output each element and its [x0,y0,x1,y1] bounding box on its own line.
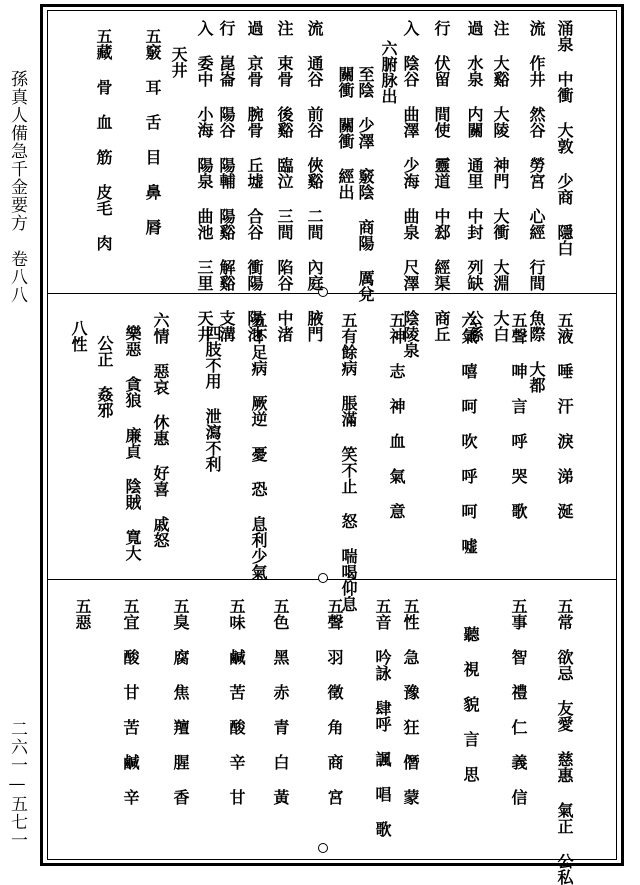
bot-col-2: 五事 智 禮 仁 義 信 [509,598,528,805]
mid-col-1: 五液 唾 汗 淚 涕 涎 [555,312,574,519]
top-col-1: 涌泉 中衝 大敦 少商 隱白 [555,20,574,256]
bot-col-4: 五性 急 豫 狂 僭 蒙 [401,598,420,805]
top-col-13: 行 崑崙 陽谷 陽輔 陽谿 解谿 支溝 [217,20,236,342]
circle-mark-3 [318,843,328,853]
mid-col-4: 五神 志 神 血 氣 意 [387,312,406,519]
mid-col-6: 五不足病 厥逆 憂 恐 息利少氣 [249,312,268,580]
top-col-11: 注 束骨 後谿 臨泣 三間 陷谷 中渚 [275,20,294,342]
page-number: 二六一—五七一 [7,720,27,849]
mid-col-5: 五有餘病 脹滿 笑不止 怒 喘喝仰息 [339,312,358,612]
top-col-5: 行 伏留 間使 靈道 中郄 經渠 商丘 [432,20,451,342]
circle-mark-2 [318,573,328,583]
book-title: 孫真人備急千金要方 卷八八 [7,70,27,304]
section-divider-2 [48,579,616,580]
bot-col-3: 聽 視 貌 言 思 [461,626,480,782]
bot-col-6: 五聲 羽 徵 角 商 宮 [325,598,344,805]
mid-col-9: 樂惡 貪狼 廉貞 陰賊 寬大 [123,325,142,561]
bot-col-8: 五味 鹹 苦 酸 辛 甘 [227,598,246,805]
bot-col-1: 五常 欲忌 友愛 慈惠 氣正 公私 [555,598,574,885]
top-col-2: 流 作井 然谷 勞宮 心經 行間 魚際 大都 [527,20,546,393]
bot-col-11: 五惡 [73,598,92,630]
bot-col-7: 五色 黑 赤 青 白 黃 [271,598,290,805]
mid-col-7: 四肢不用 泄瀉不利 [203,325,222,472]
top-col-8: 至陰 少澤 竅陰 商陽 厲兌 [356,66,375,302]
mid-col-8: 六情 惡哀 休惠 好喜 戚怒 [151,312,170,548]
top-col-10: 流 通谷 前谷 俠谿 二間 內庭 腋門 [305,20,324,342]
top-col-12: 過 京骨 腕骨 丘墟 合谷 衝陽 陽池 [245,20,264,342]
mid-col-10: 公正 姦邪 [95,335,114,418]
top-col-14: 入 委中 小海 陽泉 曲池 三里 天井 [195,20,214,342]
top-col-4: 過 水泉 内關 通里 中封 列缺 公孫 [465,20,484,342]
mid-col-2: 五聲 呻 言 呼 哭 歌 [509,312,528,519]
top-col-17: 五藏 骨 血 筋 皮毛 肉 [94,28,113,251]
top-col-6: 入 陰谷 曲澤 少海 曲泉 尺澤 陰陵泉 [401,20,420,358]
top-col-7: 六腑脉出 [379,40,398,104]
top-col-15: 天井 [169,46,188,78]
bot-col-9: 五臭 腐 焦 羶 腥 香 [171,598,190,805]
top-col-9: 關衝 關衝 經出 [336,66,355,200]
top-col-16: 五竅 耳 舌 目 鼻 脣 [143,28,162,235]
bot-col-5: 五音 吟詠 肆呼 諷 唱 歌 [373,598,392,837]
top-col-3: 注 大谿 大陵 神門 大衝 大淵 大白 [491,20,510,342]
mid-col-11: 八性 [69,320,88,352]
mid-col-3: 六氣 嘻 呵 吹 呼 呵 嘘 [459,312,478,554]
bot-col-10: 五宜 酸 甘 苦 鹹 辛 [121,598,140,805]
